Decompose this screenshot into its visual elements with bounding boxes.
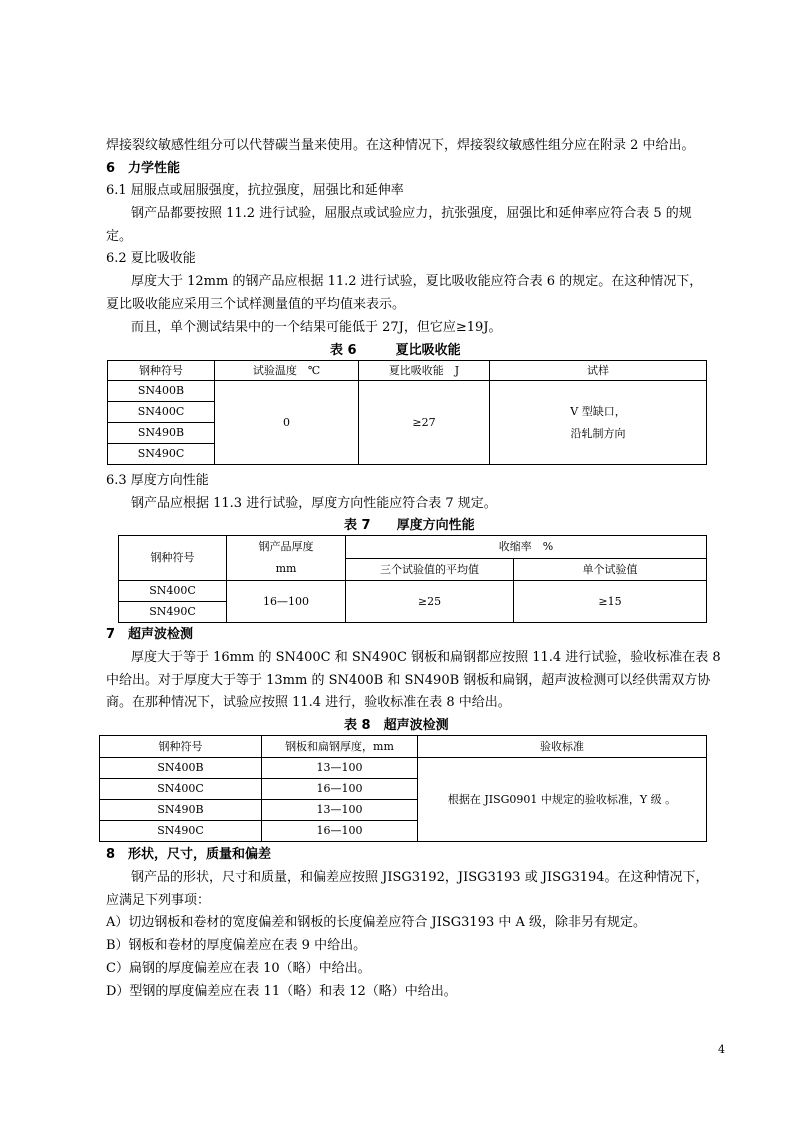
table-cell-grade: SN400C (108, 402, 215, 423)
table-cell-grade: SN490C (100, 821, 262, 842)
table-8-caption: 表 8 超声波检测 (344, 718, 449, 733)
header-line: mm (275, 562, 297, 575)
paragraph-line: 应满足下列事项： (106, 893, 211, 908)
page-number: 4 (718, 1043, 725, 1056)
paragraph-line: 商。在那种情况下，试验应按照 11.4 进行，验收标准在表 8 中给出。 (106, 695, 511, 710)
table-cell-specimen (490, 381, 707, 465)
table-cell-grade: SN400C (119, 581, 227, 602)
paragraph-line: 夏比吸收能应采用三个试样测量值的平均值来表示。 (106, 297, 406, 312)
table-cell-grade: SN490C (119, 602, 227, 623)
table-cell-grade: SN490C (108, 444, 215, 465)
table-header-cell (227, 536, 346, 581)
table-cell-energy: ≥27 (359, 381, 490, 465)
table-header-cell: 验收标准 (418, 736, 707, 758)
table-header-cell: 收缩率 % (346, 536, 707, 559)
paragraph-line: 而且，单个测试结果中的一个结果可能低于 27J，但它应≥19J。 (131, 320, 502, 335)
table-header-cell: 夏比吸收能 J (359, 361, 490, 381)
section-heading-8: 8 形状，尺寸，质量和偏差 (106, 847, 272, 862)
paragraph-line: 钢产品都要按照 11.2 进行试验，屈服点或试验应力，抗张强度，屈强比和延伸率应符合表 5 的规 (131, 206, 692, 221)
list-item-b: B）钢板和卷材的厚度偏差应在表 9 中给出。 (106, 938, 367, 953)
specimen-line: 沿轧制方向 (570, 426, 626, 440)
subsection-heading-6-3: 6.3 厚度方向性能 (106, 473, 209, 488)
table-cell-thickness: 13—100 (262, 800, 418, 821)
subsection-heading-6-1: 6.1 屈服点或屈服强度，抗拉强度，屈强比和延伸率 (106, 183, 404, 198)
table-6 (107, 360, 707, 465)
table-cell-criterion: 根据在 JISG0901 中规定的验收标准，Y 级 。 (418, 758, 707, 842)
header-line: 钢产品厚度 (258, 540, 314, 553)
table-header-cell: 钢种符号 (108, 361, 215, 381)
table-cell-single: ≥15 (514, 581, 707, 623)
table-cell-thickness: 16—100 (227, 581, 346, 623)
table-cell-grade: SN490B (100, 800, 262, 821)
list-item-a: A）切边钢板和卷材的宽度偏差和钢板的长度偏差应符合 JISG3193 中 A 级，除非另有规定。 (106, 915, 647, 930)
subsection-heading-6-2: 6.2 夏比吸收能 (106, 251, 196, 266)
table-header-cell: 钢种符号 (100, 736, 262, 758)
table-header-cell: 试样 (490, 361, 707, 381)
table-cell-thickness: 16—100 (262, 821, 418, 842)
table-header-cell: 三个试验值的平均值 (346, 559, 514, 581)
paragraph-line: 厚度大于 12mm 的钢产品应根据 11.2 进行试验，夏比吸收能应符合表 6 的规定。在这种情况下， (131, 274, 703, 289)
table-header-cell: 钢种符号 (119, 536, 227, 581)
table-cell-grade: SN400C (100, 779, 262, 800)
table-cell-grade: SN400B (100, 758, 262, 779)
table-7-caption: 表 7 厚度方向性能 (344, 518, 475, 533)
table-cell-avg: ≥25 (346, 581, 514, 623)
table-8 (99, 735, 707, 842)
paragraph-line: 焊接裂纹敏感性组分可以代替碳当量来使用。在这种情况下，焊接裂纹敏感性组分应在附录 2 中给出。 (106, 138, 695, 153)
paragraph-line: 厚度大于等于 16mm 的 SN400C 和 SN490C 钢板和扁钢都应按照 11.4 进行试验，验收标准在表 8 (131, 650, 721, 665)
table-header-cell: 钢板和扁钢厚度，mm (262, 736, 418, 758)
table-cell-grade: SN490B (108, 423, 215, 444)
table-header-cell: 单个试验值 (514, 559, 707, 581)
table-7 (118, 535, 707, 623)
table-cell-thickness: 13—100 (262, 758, 418, 779)
list-item-d: D）型钢的厚度偏差应在表 11（略）和表 12（略）中给出。 (106, 984, 457, 999)
table-cell-thickness: 16—100 (262, 779, 418, 800)
paragraph-line: 钢产品的形状，尺寸和质量，和偏差应按照 JISG3192，JISG3193 或 JISG3194。在这种情况下， (131, 870, 709, 885)
section-heading-6: 6 力学性能 (106, 161, 181, 176)
list-item-c: C）扁钢的厚度偏差应在表 10（略）中给出。 (106, 961, 371, 976)
paragraph-line: 中给出。对于厚度大于等于 13mm 的 SN400B 和 SN490B 钢板和扁钢，超声波检测可以经供需双方协 (106, 673, 711, 688)
table-6-caption: 表 6 夏比吸收能 (330, 343, 461, 358)
table-cell-grade: SN400B (108, 381, 215, 402)
specimen-line: V 型缺口， (570, 404, 626, 418)
table-header-cell: 试验温度 ℃ (215, 361, 359, 381)
section-heading-7: 7 超声波检测 (106, 627, 194, 642)
table-cell-temperature: 0 (215, 381, 359, 465)
paragraph-line: 定。 (106, 229, 133, 244)
paragraph-line: 钢产品应根据 11.3 进行试验，厚度方向性能应符合表 7 规定。 (131, 496, 497, 511)
